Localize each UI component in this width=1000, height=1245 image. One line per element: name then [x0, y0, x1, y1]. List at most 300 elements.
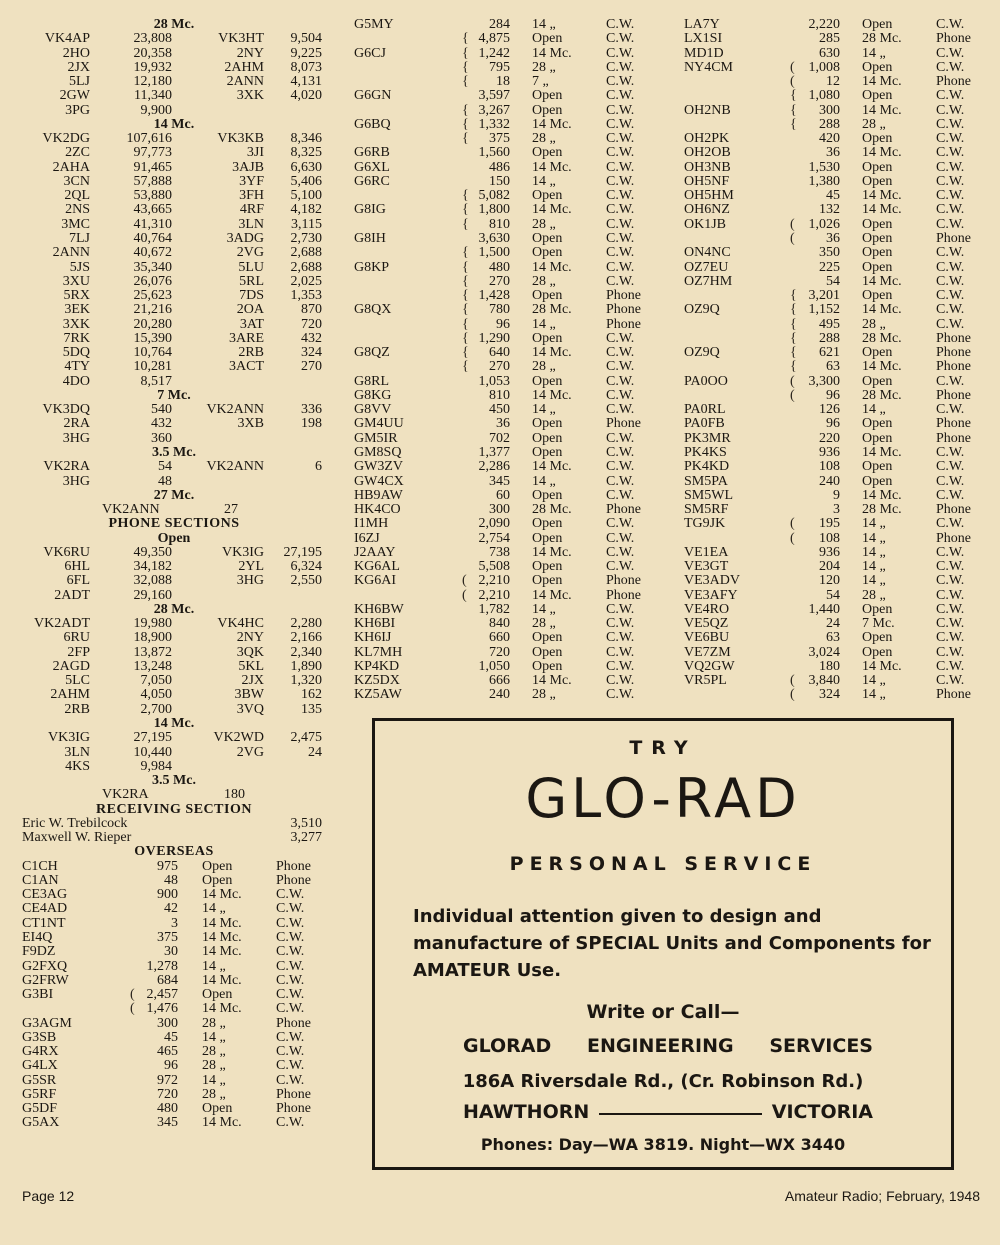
table-row [682, 688, 984, 702]
score: 480 [157, 1101, 178, 1117]
score: 24 [308, 744, 322, 760]
table-row [18, 346, 330, 360]
score: 2,688 [290, 259, 322, 275]
callsign: LX1SI [684, 31, 723, 47]
mode: C.W. [936, 116, 965, 132]
mode: Phone [606, 416, 641, 432]
callsign: 2AGD [52, 658, 90, 674]
table-row [352, 18, 674, 32]
mode: C.W. [936, 487, 965, 503]
bracket: { [462, 102, 469, 118]
band: 14 Mc. [202, 915, 242, 931]
table-row [18, 888, 330, 902]
table-row [18, 303, 330, 317]
score: 450 [489, 402, 510, 418]
mode: C.W. [606, 459, 635, 475]
bracket: { [462, 74, 469, 90]
table-row [352, 118, 674, 132]
table-row [682, 631, 984, 645]
band: 14 „ [862, 544, 886, 560]
mode: C.W. [276, 1058, 305, 1074]
table-row [682, 47, 984, 61]
band: Open [532, 31, 563, 47]
callsign: 3YF [239, 173, 264, 189]
callsign: G6RB [354, 145, 390, 161]
band: 14 Mc. [532, 45, 572, 61]
band: 28 „ [862, 587, 886, 603]
table-row [352, 189, 674, 203]
section-heading: 14 Mc. [153, 116, 195, 132]
band: 14 Mc. [862, 188, 902, 204]
score: 40,764 [133, 230, 172, 246]
bracket: ( [790, 387, 795, 403]
score: 936 [819, 544, 840, 560]
table-row [352, 47, 674, 61]
band: 14 Mc. [862, 273, 902, 289]
callsign: VE5QZ [684, 616, 729, 632]
callsign: G6CJ [354, 45, 386, 61]
score: 810 [489, 216, 510, 232]
score: 4,875 [478, 31, 510, 47]
band: 14 Mc. [862, 658, 902, 674]
callsign: PK3MR [684, 430, 731, 446]
callsign: VK3IG [222, 544, 264, 560]
ad-city-right: VICTORIA [771, 1101, 873, 1123]
callsign: OH5HM [684, 188, 734, 204]
table-row [682, 332, 984, 346]
band: 14 Mc. [862, 102, 902, 118]
score: 1,290 [478, 330, 510, 346]
table-row [18, 902, 330, 916]
table-row [18, 1088, 330, 1102]
table-row [352, 546, 674, 560]
callsign: G5MY [354, 17, 394, 32]
mode: Phone [936, 230, 971, 246]
score: 1,377 [478, 444, 510, 460]
callsign: 3QK [236, 644, 264, 660]
mode: C.W. [936, 559, 965, 575]
callsign: G8RL [354, 373, 389, 389]
score: 2,730 [290, 230, 322, 246]
callsign: KZ5AW [354, 687, 402, 703]
ad-dash [599, 1101, 762, 1115]
score: 108 [819, 459, 840, 475]
score: 7,050 [140, 673, 172, 689]
score: 840 [489, 616, 510, 632]
callsign: NY4CM [684, 59, 734, 75]
callsign: VK2RA [102, 787, 149, 803]
band: 28 Mc. [862, 330, 902, 346]
band: Open [532, 88, 563, 104]
table-row [18, 261, 330, 275]
band: 14 „ [532, 17, 556, 32]
band: 14 Mc. [532, 259, 572, 275]
band: 28 „ [862, 116, 886, 132]
ad-company-line [463, 1035, 873, 1057]
score: 660 [489, 630, 510, 646]
table-row [18, 318, 330, 332]
callsign: KH6BW [354, 601, 404, 617]
mode: C.W. [936, 573, 965, 589]
callsign: G3BI [22, 987, 54, 1003]
callsign: OH2NB [684, 102, 731, 118]
table-row [352, 146, 674, 160]
callsign: 4DO [62, 373, 90, 389]
entrant-name: Eric W. Trebilcock [22, 815, 128, 831]
table-row [682, 432, 984, 446]
mode: C.W. [606, 402, 635, 418]
score: 2,688 [290, 245, 322, 261]
band: 14 Mc. [862, 202, 902, 218]
section-heading: PHONE SECTIONS [108, 516, 240, 532]
callsign: F9DZ [22, 944, 56, 960]
table-row [18, 589, 330, 603]
mode: C.W. [276, 958, 305, 974]
callsign: G8QZ [354, 345, 390, 361]
score: 195 [819, 516, 840, 532]
mode: C.W. [606, 658, 635, 674]
table-row [682, 61, 984, 75]
callsign: G5RF [22, 1086, 57, 1102]
callsign: 3MC [61, 216, 90, 232]
table-row [682, 203, 984, 217]
score: 25,623 [133, 288, 172, 304]
band: 14 Mc. [532, 459, 572, 475]
callsign: G6RC [354, 173, 390, 189]
score: 6,630 [290, 159, 322, 175]
callsign: G3SB [22, 1029, 57, 1045]
score: 54 [158, 459, 172, 475]
band: 14 Mc. [532, 345, 572, 361]
score: 2,025 [290, 273, 322, 289]
mode: C.W. [936, 402, 965, 418]
mode: C.W. [936, 45, 965, 61]
score: 34,182 [133, 559, 172, 575]
table-row [682, 261, 984, 275]
table-row [682, 146, 984, 160]
score: 15,390 [133, 330, 172, 346]
mode: C.W. [276, 901, 305, 917]
table-row [18, 503, 330, 517]
mode: Phone [936, 74, 971, 90]
band: Open [862, 173, 893, 189]
callsign: KG6AL [354, 559, 400, 575]
score: 1,440 [808, 601, 840, 617]
band: 7 „ [532, 74, 549, 90]
score: 480 [489, 259, 510, 275]
band: 28 Mc. [862, 387, 902, 403]
table-row [18, 688, 330, 702]
bracket: { [462, 302, 469, 318]
mode: C.W. [606, 259, 635, 275]
score: 40,672 [133, 245, 172, 261]
bracket: ( [790, 516, 795, 532]
band: Open [862, 459, 893, 475]
score: 48 [158, 473, 172, 489]
table-row [682, 475, 984, 489]
score: 640 [489, 345, 510, 361]
band: 14 Mc. [532, 116, 572, 132]
callsign: 3ADG [226, 230, 264, 246]
callsign: TG9JK [684, 516, 726, 532]
table-row [18, 332, 330, 346]
table-row [18, 403, 330, 417]
ad-write-or-call: Write or Call— [586, 1001, 740, 1023]
callsign: 2RB [64, 701, 90, 717]
callsign: KG6AI [354, 573, 396, 589]
table-row [352, 318, 674, 332]
band: 14 Mc. [202, 944, 242, 960]
table-row [352, 589, 674, 603]
callsign: C1CH [22, 858, 58, 874]
band: Open [532, 630, 563, 646]
callsign: G8IH [354, 230, 386, 246]
band: 14 Mc. [532, 587, 572, 603]
table-row [682, 161, 984, 175]
ad-try: TRY [629, 737, 697, 759]
callsign: VK2ADT [34, 616, 90, 632]
score: 5,100 [290, 188, 322, 204]
band: 28 „ [532, 273, 556, 289]
table-row [18, 432, 330, 446]
band: 14 „ [862, 559, 886, 575]
band: 14 Mc. [862, 145, 902, 161]
mode: C.W. [936, 601, 965, 617]
score: 345 [489, 473, 510, 489]
table-row [352, 574, 674, 588]
band: 14 Mc. [532, 544, 572, 560]
score: 240 [819, 473, 840, 489]
table-row [18, 275, 330, 289]
mode: C.W. [936, 159, 965, 175]
score: 1,050 [478, 658, 510, 674]
bracket: { [790, 116, 797, 132]
callsign: I6ZJ [354, 530, 380, 546]
bracket: ( [790, 673, 795, 689]
mode: C.W. [936, 444, 965, 460]
score: 45 [826, 188, 840, 204]
table-row [682, 246, 984, 260]
band: Open [862, 230, 893, 246]
callsign: 5JS [69, 259, 90, 275]
band: 14 „ [532, 316, 556, 332]
section-heading: 14 Mc. [153, 716, 195, 732]
table-row [682, 346, 984, 360]
score: 336 [301, 402, 322, 418]
score: 120 [819, 573, 840, 589]
callsign: 2JX [241, 673, 264, 689]
callsign: 5LC [65, 673, 90, 689]
bracket: { [790, 88, 797, 104]
score: 420 [819, 131, 840, 147]
table-row [352, 517, 674, 531]
callsign: KZ5DX [354, 673, 400, 689]
mode: C.W. [606, 17, 635, 32]
mode: Phone [276, 1101, 311, 1117]
band: 14 „ [202, 901, 226, 917]
callsign: 2OA [236, 302, 264, 318]
table-row [352, 375, 674, 389]
score: 2,166 [290, 630, 322, 646]
score: 3,267 [478, 102, 510, 118]
table-row [18, 788, 330, 802]
score: 810 [489, 387, 510, 403]
table-row [18, 574, 330, 588]
band: Open [532, 658, 563, 674]
table-row [18, 874, 330, 888]
mode: Phone [276, 858, 311, 874]
score: 1,332 [478, 116, 510, 132]
callsign: MD1D [684, 45, 724, 61]
score: 720 [157, 1086, 178, 1102]
bracket: { [462, 59, 469, 75]
score: 2,550 [290, 573, 322, 589]
score: 3,300 [808, 373, 840, 389]
callsign: VE1EA [684, 544, 729, 560]
band: 14 Mc. [532, 159, 572, 175]
score: 1,320 [290, 673, 322, 689]
score: 3 [171, 915, 178, 931]
callsign: HK4CO [354, 502, 401, 518]
table-row [18, 475, 330, 489]
score: 132 [819, 202, 840, 218]
score: 1,428 [478, 288, 510, 304]
score: 3,024 [808, 644, 840, 660]
ad-city-left: HAWTHORN [463, 1101, 590, 1123]
score: 3,840 [808, 673, 840, 689]
callsign: G3AGM [22, 1015, 72, 1031]
score: 54 [826, 587, 840, 603]
table-row [352, 403, 674, 417]
score: 13,248 [133, 658, 172, 674]
score: 60 [496, 487, 510, 503]
score: 486 [489, 159, 510, 175]
mode: C.W. [606, 687, 635, 703]
table-row [682, 18, 984, 32]
score: 6,324 [290, 559, 322, 575]
table-row [682, 446, 984, 460]
mode: Phone [606, 316, 641, 332]
section-heading: 3.5 Mc. [152, 444, 196, 460]
band: Open [532, 145, 563, 161]
bracket: { [790, 302, 797, 318]
table-row [352, 360, 674, 374]
callsign: OZ9Q [684, 345, 720, 361]
table-row [682, 89, 984, 103]
mode: Phone [936, 345, 971, 361]
mode: C.W. [606, 245, 635, 261]
table-row [18, 674, 330, 688]
table-row [18, 546, 330, 560]
callsign: PA0FB [684, 416, 725, 432]
callsign: 5LU [238, 259, 264, 275]
callsign: 3EK [64, 302, 90, 318]
score: 4,131 [290, 74, 322, 90]
callsign: 2QL [64, 188, 90, 204]
table-row [352, 532, 674, 546]
score: 63 [826, 630, 840, 646]
callsign: VK2WD [213, 730, 264, 746]
section-heading: 3.5 Mc. [152, 773, 196, 789]
mode: C.W. [936, 59, 965, 75]
callsign: VK4HC [217, 616, 264, 632]
table-row [352, 417, 674, 431]
callsign: 3HG [62, 473, 90, 489]
callsign: 3CN [63, 173, 90, 189]
table-row [18, 746, 330, 760]
mode: C.W. [936, 17, 965, 32]
score: 540 [151, 402, 172, 418]
band: 14 Mc. [862, 74, 902, 90]
callsign: 4TY [64, 359, 90, 375]
band: 28 Mc. [532, 302, 572, 318]
mode: C.W. [606, 216, 635, 232]
callsign: OZ7EU [684, 259, 729, 275]
callsign: 2JX [67, 59, 90, 75]
callsign: OZ9Q [684, 302, 720, 318]
score: 720 [489, 644, 510, 660]
score: 2,286 [478, 459, 510, 475]
ad-tagline: PERSONAL SERVICE [509, 853, 817, 875]
callsign: 2AHM [50, 687, 90, 703]
table-row [18, 460, 330, 474]
score: 324 [819, 687, 840, 703]
mode: C.W. [606, 559, 635, 575]
score: 10,281 [133, 359, 172, 375]
table-row [18, 417, 330, 431]
callsign: VK3DQ [42, 402, 90, 418]
mode: C.W. [606, 88, 635, 104]
score: 630 [819, 45, 840, 61]
score: 36 [826, 145, 840, 161]
mode: C.W. [276, 1044, 305, 1060]
mode: C.W. [276, 915, 305, 931]
mode: C.W. [936, 273, 965, 289]
mode: C.W. [606, 430, 635, 446]
mode: C.W. [606, 673, 635, 689]
callsign: PK4KS [684, 444, 727, 460]
band: Open [862, 601, 893, 617]
score: 795 [489, 59, 510, 75]
score: 35,340 [133, 259, 172, 275]
score: 20,358 [133, 45, 172, 61]
table-row [352, 75, 674, 89]
callsign: VK2RA [43, 459, 90, 475]
band: 14 Mc. [862, 359, 902, 375]
table-row [18, 1031, 330, 1045]
score: 285 [819, 31, 840, 47]
mode: C.W. [936, 587, 965, 603]
callsign: VE3AFY [684, 587, 738, 603]
callsign: G5DF [22, 1101, 58, 1117]
callsign: VE7ZM [684, 644, 731, 660]
mode: C.W. [606, 530, 635, 546]
score: 96 [164, 1058, 178, 1074]
callsign: 2VG [236, 245, 264, 261]
mode: C.W. [606, 345, 635, 361]
score: 240 [489, 687, 510, 703]
table-row [18, 831, 330, 845]
score: 375 [157, 930, 178, 945]
table-row [682, 574, 984, 588]
table-row [18, 61, 330, 75]
score: 1,278 [146, 958, 178, 974]
table-row [682, 104, 984, 118]
callsign: VK2ANN [102, 502, 160, 518]
callsign: 3XK [62, 316, 90, 332]
table-row [18, 89, 330, 103]
mode: C.W. [606, 630, 635, 646]
